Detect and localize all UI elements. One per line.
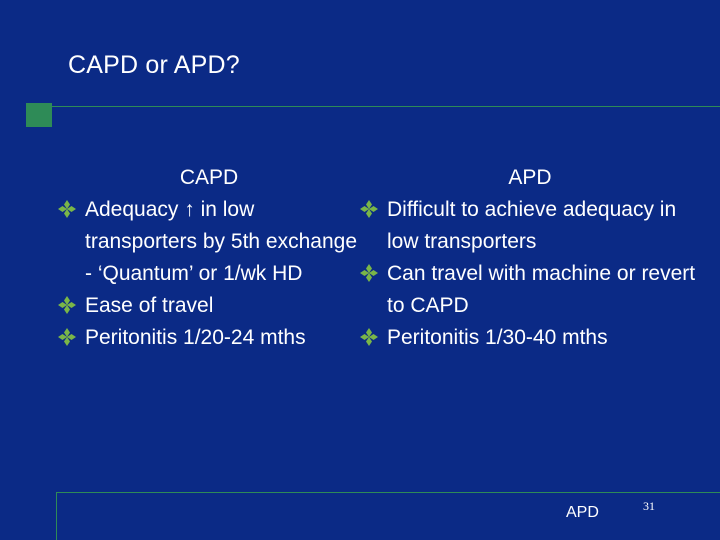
capd-heading: CAPD	[179, 166, 239, 189]
list-item	[360, 322, 700, 354]
footer-label: APD	[566, 504, 599, 521]
apd-heading: APD	[508, 166, 552, 189]
item-text: Peritonitis 1/20-24 mths	[85, 326, 306, 349]
diamond-bullet-icon	[58, 200, 76, 218]
item-text: Ease of travel	[85, 294, 214, 317]
item-text: Can travel with machine or revert to CAPD	[387, 262, 696, 317]
diamond-bullet-icon	[360, 264, 378, 282]
accent-square	[26, 103, 52, 127]
diamond-bullet-icon	[58, 328, 76, 346]
item-text-suffix: in low transporters by 5th exchange - ‘Quantum’ or 1/wk HD	[85, 198, 357, 285]
list-item	[58, 322, 360, 354]
list-item	[360, 258, 700, 322]
apd-column	[360, 162, 700, 354]
diamond-bullet-icon	[360, 328, 378, 346]
capd-column	[58, 162, 360, 354]
page-number: 31	[643, 499, 655, 513]
slide-title: CAPD or APD?	[68, 51, 240, 79]
list-item	[58, 194, 360, 290]
list-item	[360, 194, 700, 258]
diamond-bullet-icon	[58, 296, 76, 314]
item-text: Difficult to achieve adequacy in low transporters	[387, 198, 677, 253]
title-band	[0, 0, 720, 108]
footer-divider	[56, 492, 720, 493]
title-divider	[26, 106, 720, 107]
diamond-bullet-icon	[360, 200, 378, 218]
list-item	[58, 290, 360, 322]
footer-vertical-rule	[56, 492, 57, 540]
up-arrow-icon: ↑	[184, 198, 195, 221]
item-text-prefix: Adequacy	[85, 198, 185, 221]
item-text: Peritonitis 1/30-40 mths	[387, 326, 608, 349]
